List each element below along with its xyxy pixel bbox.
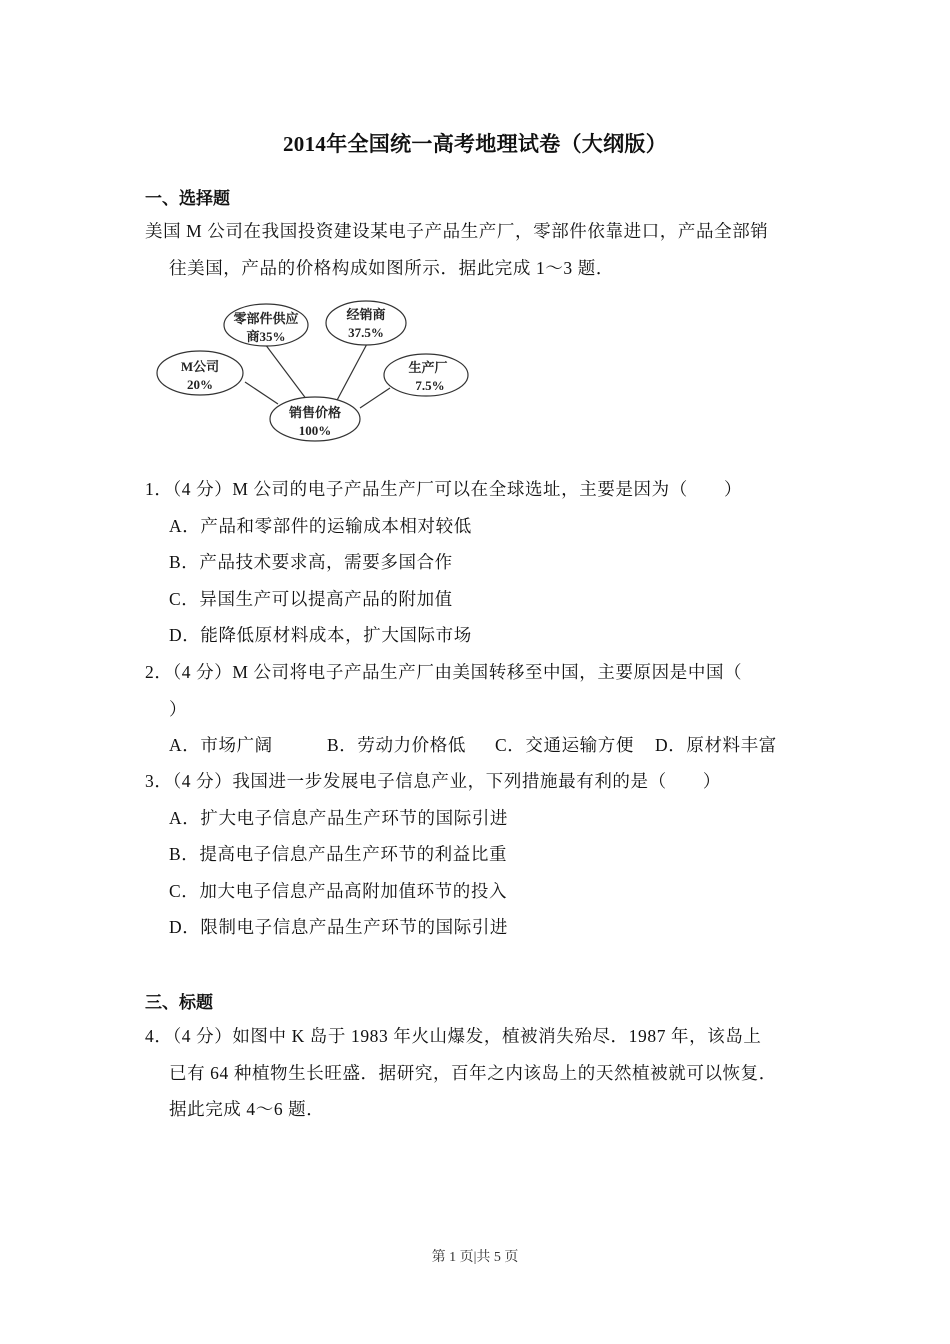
section-heading-title: 三、标题 (145, 993, 213, 1012)
question-3-option-c: C．加大电子信息产品高附加值环节的投入 (169, 881, 508, 901)
question-2-option-b: B．劳动力价格低 (327, 735, 466, 755)
question-3-option-d: D．限制电子信息产品生产环节的国际引进 (169, 917, 509, 937)
node-factory-label: 生产厂 (408, 360, 448, 375)
intro-line-1: 美国 M 公司在我国投资建设某电子产品生产厂，零部件依靠进口，产品全部销 (145, 221, 769, 241)
question-2-stem-cont: ） (169, 699, 188, 719)
question-1-option-b: B．产品技术要求高，需要多国合作 (169, 552, 453, 572)
question-3-option-a: A．扩大电子信息产品生产环节的国际引进 (169, 808, 509, 828)
node-distributor-value: 37.5% (348, 325, 384, 340)
intro-line-2: 往美国，产品的价格构成如图所示．据此完成 1～3 题． (169, 258, 614, 278)
question-2-option-a: A．市场广阔 (169, 735, 273, 755)
node-supplier-label: 零部件供应 (233, 311, 299, 326)
node-price-label: 销售价格 (288, 405, 342, 420)
section-heading-choice: 一、选择题 (145, 189, 230, 208)
question-1-option-c: C．异国生产可以提高产品的附加值 (169, 589, 453, 609)
question-2-option-d: D．原材料丰富 (655, 735, 777, 755)
question-3-option-b: B．提高电子信息产品生产环节的利益比重 (169, 844, 508, 864)
price-composition-diagram (150, 296, 480, 446)
question-4-stem-cont: 已有 64 种植物生长旺盛．据研究，百年之内该岛上的天然植被就可以恢复． (169, 1063, 777, 1083)
page-footer: 第 1 页|共 5 页 (431, 1250, 519, 1265)
question-1-option-d: D．能降低原材料成本，扩大国际市场 (169, 625, 472, 645)
node-factory-value: 7.5% (415, 378, 445, 393)
node-distributor-label: 经销商 (346, 307, 386, 322)
node-price-value: 100% (298, 423, 332, 438)
page-title: 2014年全国统一高考地理试卷（大纲版） (283, 132, 667, 156)
node-supplier-value: 商35% (246, 329, 286, 344)
question-4-stem-cont2: 据此完成 4～6 题． (169, 1099, 325, 1119)
question-4-stem: 4．（4 分）如图中 K 岛于 1983 年火山爆发，植被消失殆尽．1987 年，该岛上 (145, 1026, 762, 1046)
node-m-company-value: 20% (187, 377, 213, 392)
node-m-company-label: M公司 (180, 359, 220, 374)
question-3-stem: 3．（4 分）我国进一步发展电子信息产业，下列措施最有利的是（ ） (145, 771, 722, 791)
question-2-stem: 2．（4 分）M 公司将电子产品生产厂由美国转移至中国，主要原因是中国（ (145, 662, 743, 682)
question-1-stem: 1．（4 分）M 公司的电子产品生产厂可以在全球选址，主要是因为（ ） (145, 479, 743, 499)
question-2-option-c: C．交通运输方便 (495, 735, 634, 755)
question-1-option-a: A．产品和零部件的运输成本相对较低 (169, 516, 472, 536)
